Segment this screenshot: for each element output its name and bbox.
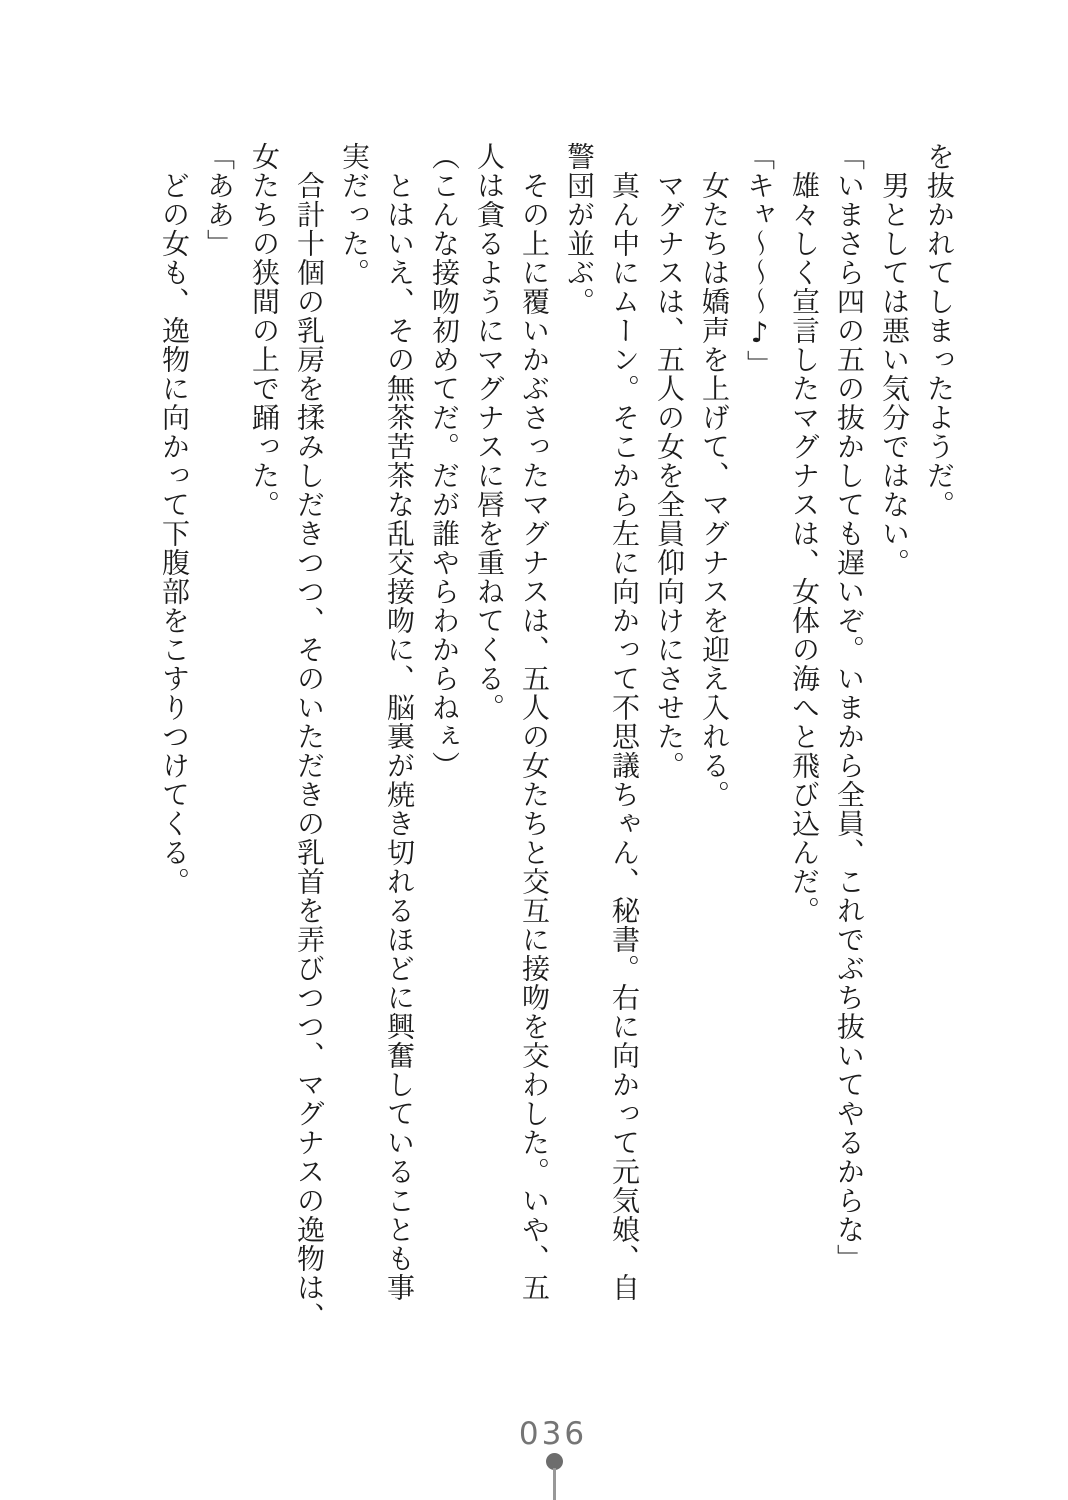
page-number: 036 (518, 1416, 588, 1452)
text-line: マグナスは、五人の女を全員仰向けにさせた。 (653, 171, 686, 780)
text-line: （こんな接吻初めてだ。だが誰やらわからねぇ） (428, 142, 461, 780)
text-line: とはいえ、その無茶苦茶な乱交接吻に、脳裏が焼き切れるほどに興奮していることも事 (383, 171, 416, 1302)
text-line: 雄々しく宣言したマグナスは、女体の海へと飛び込んだ。 (788, 171, 821, 925)
vertical-text-block (152, 142, 962, 1367)
text-line: 女たちは嬌声を上げて、マグナスを迎え入れる。 (698, 171, 731, 809)
text-line: 男としては悪い気分ではない。 (878, 171, 911, 577)
text-line: を抜かれてしまったようだ。 (923, 142, 956, 519)
text-line: その上に覆いかぶさったマグナスは、五人の女たちと交互に接吻を交わした。いや、五 (518, 171, 551, 1302)
text-line: 「いまさら四の五の抜かしても遅いぞ。いまから全員、これでぶち抜いてやるからな」 (833, 142, 866, 1273)
text-line: 女たちの狭間の上で踊った。 (248, 142, 281, 519)
text-line: 人は貪るようにマグナスに唇を重ねてくる。 (473, 142, 506, 722)
text-line: 警団が並ぶ。 (563, 142, 596, 316)
text-line: どの女も、逸物に向かって下腹部をこすりつけてくる。 (158, 171, 191, 896)
text-line: 実だった。 (338, 142, 371, 287)
text-line: 「キャ～～～♪」 (743, 142, 776, 379)
text-line: 真ん中にムーン。そこから左に向かって不思議ちゃん、秘書。右に向かって元気娘、自 (608, 171, 641, 1302)
folio-stem-line (553, 1468, 556, 1500)
text-line: 合計十個の乳房を揉みしだきつつ、そのいただきの乳首を弄びつつ、マグナスの逸物は、 (293, 171, 326, 1331)
text-line: 「ああ」 (203, 142, 236, 258)
